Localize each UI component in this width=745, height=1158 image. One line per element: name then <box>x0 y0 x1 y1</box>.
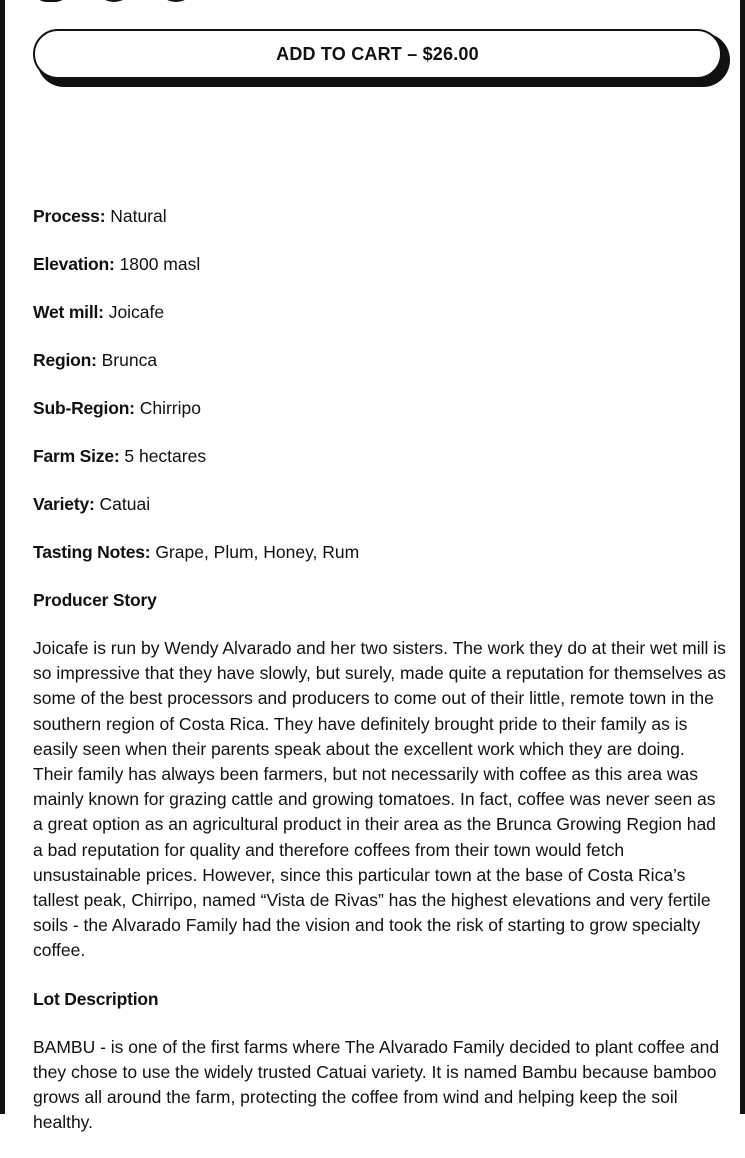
spec-farm-size <box>33 444 728 468</box>
lot-description-heading: Lot Description <box>33 988 159 1009</box>
spec-value: 1800 masl <box>119 254 201 274</box>
lot-description-text: BAMBU - is one of the first farms where The Alvarado Family decided to plant coffee and they chose to use the widely trusted Catuai variety. It is named Bambu because bamboo grows all around the farm, protecting the coffee from wind and helping keep the soil healthy. <box>33 1036 720 1133</box>
spec-label: Farm Size: <box>33 446 120 466</box>
add-to-cart-wrapper <box>33 29 726 83</box>
producer-story-heading: Producer Story <box>33 590 157 610</box>
spec-label: Region: <box>33 350 97 370</box>
spec-label: Variety: <box>33 494 95 514</box>
spec-process <box>33 204 728 228</box>
swatch-option[interactable] <box>97 0 131 2</box>
option-swatches <box>33 0 193 2</box>
producer-story-text: Joicafe is run by Wendy Alvarado and her two sisters. The work they do at their wet mill is so impressive that they have slowly, but surely, made quite a reputation for themselves as some of the best processors and producers to come out of their little, remote town in the southern region of Costa Rica. They have definitely brought pride to their family as is easily seen when their parents speak about the excellent work which they are doing. Their family has always been farmers, but not necessarily with coffee as this area was mainly known for grazing cattle and growing tomatoes. In fact, coffee was never seen as a great option as an agricultural product in their area as the Brunca Growing Region had a bad reputation for quality and therefore coffees from their town would fetch unsustainable prices. However, since this particular town at the base of Costa Rica’s tallest peak, Chirripo, named “Vista de Rivas” has the highest elevations and very fertile soils - the Alvarado Family had the vision and took the risk of starting to grow specialty coffee. <box>33 638 726 961</box>
spec-value: Joicafe <box>108 302 165 322</box>
spec-label: Tasting Notes: <box>33 542 151 562</box>
spec-value: Brunca <box>101 350 158 370</box>
spec-label: Sub-Region: <box>33 398 135 418</box>
add-to-cart-button[interactable]: ADD TO CART – $26.00 <box>33 29 722 79</box>
spec-label: Process: <box>33 206 106 226</box>
spec-elevation <box>33 252 728 276</box>
spec-variety <box>33 492 728 516</box>
product-description <box>33 204 728 1158</box>
spec-value: Grape, Plum, Honey, Rum <box>155 542 360 562</box>
spec-value: 5 hectares <box>124 446 207 466</box>
spec-tasting-notes <box>33 540 728 564</box>
spec-value: Chirripo <box>139 398 201 418</box>
spec-value: Catuai <box>99 494 151 514</box>
spec-wet-mill <box>33 300 728 324</box>
spec-label: Wet mill: <box>33 302 104 322</box>
spec-sub-region <box>33 396 728 420</box>
spec-value: Natural <box>110 206 167 226</box>
spec-label: Elevation: <box>33 254 115 274</box>
spec-region <box>33 348 728 372</box>
swatch-option[interactable] <box>33 0 69 2</box>
swatch-option[interactable] <box>159 0 193 2</box>
